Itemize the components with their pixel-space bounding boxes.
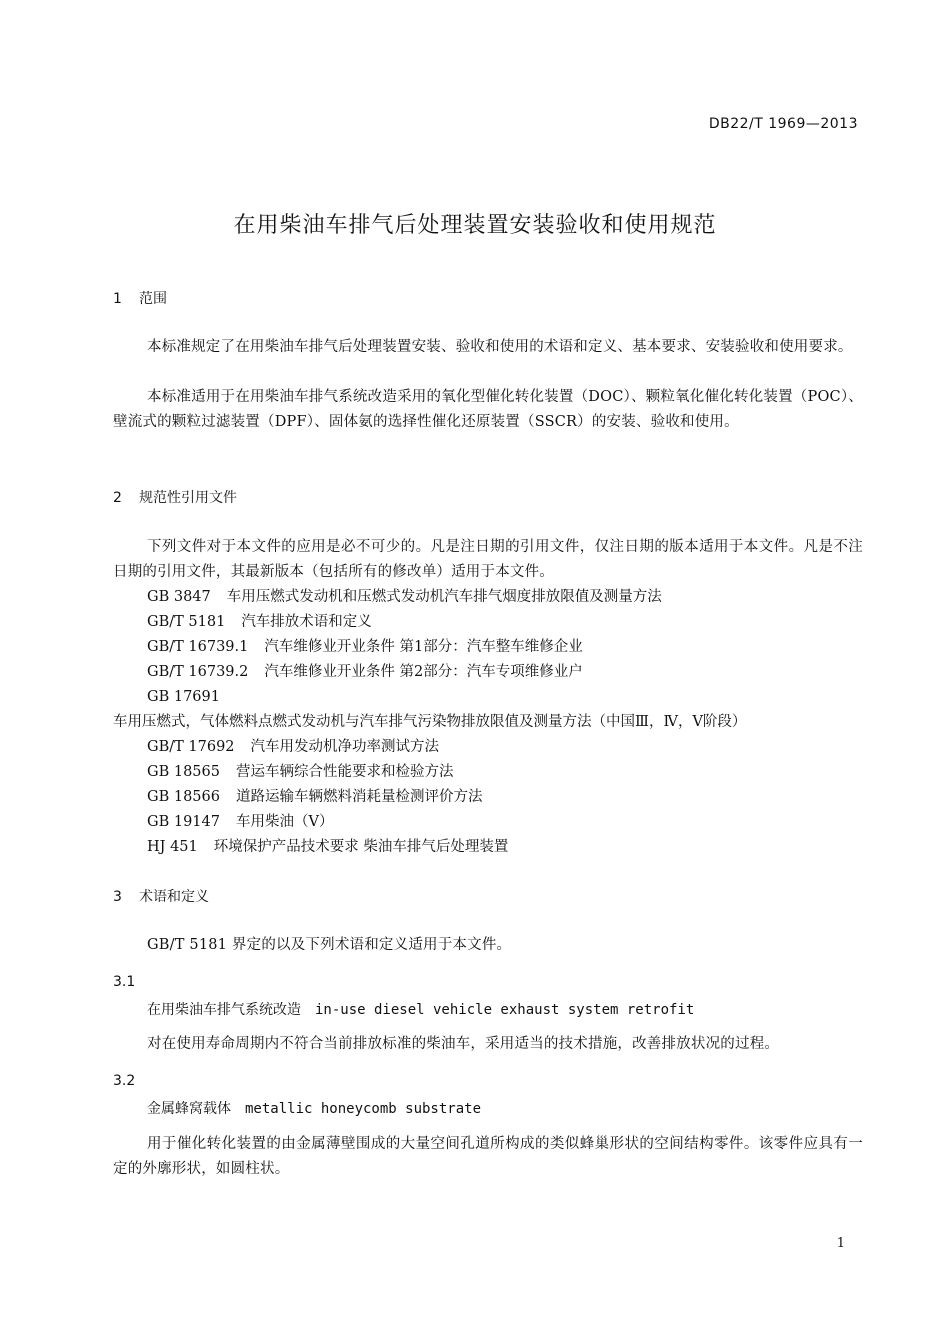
terms-intro-paragraph: GB/T 5181 界定的以及下列术语和定义适用于本文件。 bbox=[147, 937, 512, 953]
term-definition: 对在使用寿命周期内不符合当前排放标准的柴油车，采用适当的技术措施，改善排放状况的过程。 bbox=[147, 1036, 780, 1052]
term-name-en: in-use diesel vehicle exhaust system retrofit bbox=[315, 1002, 695, 1018]
reference-item bbox=[113, 685, 868, 735]
section-heading-scope bbox=[113, 288, 167, 308]
section-number: 3 bbox=[113, 889, 122, 905]
reference-title: 汽车维修业开业条件 第1部分：汽车整车维修企业 bbox=[264, 639, 583, 655]
reference-title: 车用压燃式，气体燃料点燃式发动机与汽车排气污染物排放限值及测量方法（中国Ⅲ，Ⅳ，Ⅴ阶段） bbox=[113, 714, 747, 730]
section-number: 1 bbox=[113, 291, 122, 307]
term-definition: 用于催化转化装置的由金属薄壁围成的大量空间孔道所构成的类似蜂巢形状的空间结构零件。该零件应具有一定的外廓形状，如圆柱状。 bbox=[113, 1136, 863, 1177]
term-name bbox=[147, 1098, 481, 1118]
reference-item bbox=[147, 585, 662, 606]
scope-paragraph-1: 本标准规定了在用柴油车排气后处理装置安装、验收和使用的术语和定义、基本要求、安装验收和使用要求。 bbox=[147, 339, 853, 355]
reference-title: 车用柴油（Ⅴ） bbox=[235, 814, 334, 830]
reference-item bbox=[147, 760, 453, 781]
section-title: 术语和定义 bbox=[139, 889, 209, 905]
reference-item bbox=[147, 735, 439, 756]
section-title: 规范性引用文件 bbox=[139, 490, 237, 506]
reference-item bbox=[147, 810, 333, 831]
section-heading-terms bbox=[113, 886, 209, 906]
reference-title: 汽车用发动机净功率测试方法 bbox=[250, 739, 440, 755]
term-name bbox=[147, 999, 694, 1019]
term-name-zh: 在用柴油车排气系统改造 bbox=[147, 1002, 301, 1018]
scope-paragraph-2: 本标准适用于在用柴油车排气系统改造采用的氧化型催化转化装置（DOC）、颗粒氧化催化转化装置（POC）、壁流式的颗粒过滤装置（DPF）、固体氨的选择性催化还原装置（SSCR）的安装、验收和使用。 bbox=[113, 389, 863, 430]
reference-code: GB 17691 bbox=[147, 689, 220, 705]
reference-title: 营运车辆综合性能要求和检验方法 bbox=[235, 764, 454, 780]
page-number: 1 bbox=[836, 1236, 845, 1251]
reference-code: GB/T 17692 bbox=[147, 739, 235, 755]
document-title: 在用柴油车排气后处理装置安装验收和使用规范 bbox=[233, 213, 717, 238]
term-name-en: metallic honeycomb substrate bbox=[245, 1101, 482, 1117]
term-name-zh: 金属蜂窝载体 bbox=[147, 1101, 231, 1117]
reference-title: 汽车排放术语和定义 bbox=[241, 614, 372, 630]
reference-code: HJ 451 bbox=[147, 839, 198, 855]
section-heading-normative-references bbox=[113, 487, 237, 507]
reference-code: GB/T 16739.2 bbox=[147, 664, 249, 680]
reference-title: 汽车维修业开业条件 第2部分：汽车专项维修业户 bbox=[264, 664, 583, 680]
reference-code: GB/T 5181 bbox=[147, 614, 226, 630]
reference-item bbox=[147, 785, 482, 806]
references-intro-paragraph: 下列文件对于本文件的应用是必不可少的。凡是注日期的引用文件，仅注日期的版本适用于本文件。凡是不注日期的引用文件，其最新版本（包括所有的修改单）适用于本文件。 bbox=[113, 539, 863, 580]
reference-item bbox=[147, 660, 583, 681]
reference-code: GB/T 16739.1 bbox=[147, 639, 249, 655]
reference-title: 车用压燃式发动机和压燃式发动机汽车排气烟度排放限值及测量方法 bbox=[226, 589, 662, 605]
reference-code: GB 18565 bbox=[147, 764, 220, 780]
reference-code: GB 3847 bbox=[147, 589, 211, 605]
reference-title: 道路运输车辆燃料消耗量检测评价方法 bbox=[235, 789, 483, 805]
reference-code: GB 18566 bbox=[147, 789, 220, 805]
term-number: 3.2 bbox=[113, 1073, 136, 1089]
reference-code: GB 19147 bbox=[147, 814, 220, 830]
section-number: 2 bbox=[113, 490, 122, 506]
document-code: DB22/T 1969—2013 bbox=[708, 116, 858, 132]
reference-item bbox=[147, 635, 583, 656]
reference-title: 环境保护产品技术要求 柴油车排气后处理装置 bbox=[213, 839, 509, 855]
reference-item bbox=[147, 610, 372, 631]
reference-item bbox=[147, 835, 508, 856]
section-title: 范围 bbox=[139, 291, 167, 307]
term-number: 3.1 bbox=[113, 974, 136, 990]
